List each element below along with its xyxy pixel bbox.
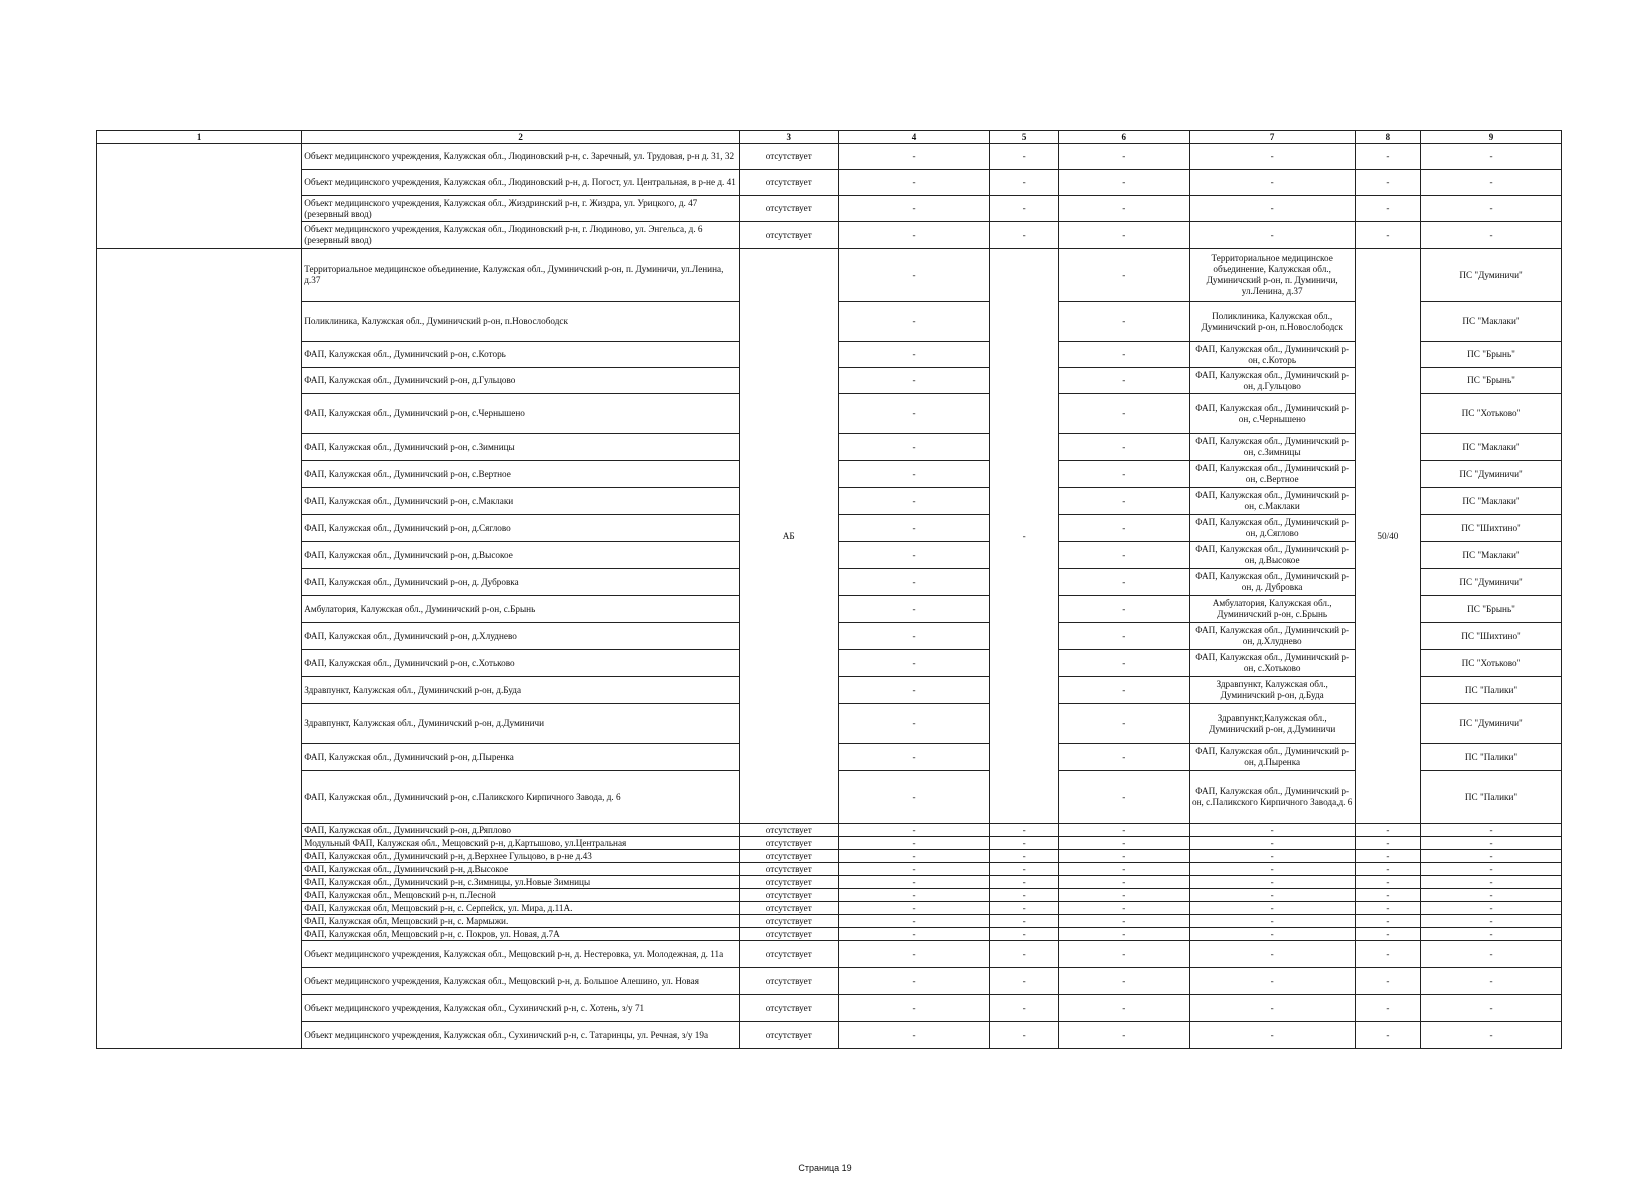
table-cell: отсутствует [739, 889, 838, 902]
table-cell: ПС "Брынь" [1421, 596, 1562, 623]
table-cell: ФАП, Калужская обл., Думиничский р-он, с.Которь [302, 342, 740, 368]
table-row [97, 863, 1562, 876]
table-cell: - [838, 677, 990, 704]
table-row [97, 968, 1562, 995]
table-cell: - [1355, 995, 1420, 1022]
table-cell: Объект медицинского учреждения, Калужская обл., Мещовский р-н, д. Большое Алешино, ул. Новая [302, 968, 740, 995]
header-cell: 9 [1421, 131, 1562, 144]
table-cell: ФАП, Калужская обл., Думиничский р-он, с.Зимницы [302, 434, 740, 461]
table-cell: ФАП, Калужская обл., Думиничский р-он, д.Пыренка [1189, 744, 1355, 771]
table-cell: - [1058, 941, 1189, 968]
table-cell: - [1189, 222, 1355, 249]
table-cell: - [1189, 968, 1355, 995]
table-cell: отсутствует [739, 968, 838, 995]
table-cell: ПС "Думиничи" [1421, 704, 1562, 744]
header-cell: 2 [302, 131, 740, 144]
table-cell: ФАП, Калужская обл., Думиничский р-он, с.Маклаки [302, 488, 740, 515]
table-cell: ФАП, Калужская обл., Думиничский р-он, д.Ряплово [302, 824, 740, 837]
table-cell: ПС "Палики" [1421, 677, 1562, 704]
table-cell: - [1058, 196, 1189, 222]
table-cell: Территориальное медицинское объединение, Калужская обл., Думиничский р-он, п. Думиничи, ул.Ленина, д.37 [1189, 249, 1355, 302]
table-cell: отсутствует [739, 837, 838, 850]
table-cell: Амбулатория, Калужская обл., Думиничский р-он, с.Брынь [1189, 596, 1355, 623]
table-cell: - [1355, 824, 1420, 837]
table-cell: ФАП, Калужская обл., Думиничский р-он, д.Высокое [1189, 542, 1355, 569]
table-cell: - [1421, 968, 1562, 995]
table-cell: - [1058, 542, 1189, 569]
table-cell: - [1058, 704, 1189, 744]
table-cell: - [1189, 915, 1355, 928]
table-cell: отсутствует [739, 1022, 838, 1049]
table-cell: - [838, 995, 990, 1022]
table-cell: ФАП, Калужская обл., Думиничский р-он, д. Дубровка [302, 569, 740, 596]
table-cell: ФАП, Калужская обл, Мещовский р-н, с. Серпейск, ул. Мира, д.11А. [302, 902, 740, 915]
table-cell: - [990, 170, 1058, 196]
table-cell: - [1421, 928, 1562, 941]
table-cell: - [1355, 196, 1420, 222]
table-cell: - [1058, 434, 1189, 461]
table-cell: - [1058, 170, 1189, 196]
table-cell: - [1355, 144, 1420, 170]
table-cell: - [838, 542, 990, 569]
table-cell: - [838, 434, 990, 461]
table-cell: ПС "Брынь" [1421, 342, 1562, 368]
table-cell: - [1058, 488, 1189, 515]
table-row [97, 928, 1562, 941]
table-cell: - [990, 824, 1058, 837]
table-cell: - [838, 744, 990, 771]
table-cell: - [1355, 170, 1420, 196]
table-cell: ФАП, Калужская обл., Думиничский р-он, с.Чернышено [1189, 394, 1355, 434]
table-cell: - [1355, 889, 1420, 902]
table-cell: - [1355, 222, 1420, 249]
table-cell: Объект медицинского учреждения, Калужская обл., Сухиничский р-н, с. Татаринцы, ул. Речная, з/у 19а [302, 1022, 740, 1049]
page-number: Страница 19 [798, 1163, 852, 1173]
table-cell: отсутствует [739, 928, 838, 941]
table-cell: - [1058, 144, 1189, 170]
table-cell: отсутствует [739, 170, 838, 196]
header-cell: 6 [1058, 131, 1189, 144]
table-cell: - [838, 771, 990, 824]
table-cell: - [1189, 1022, 1355, 1049]
table-cell: - [838, 342, 990, 368]
table-cell: Поликлиника, Калужская обл., Думиничский р-он, п.Новослободск [1189, 302, 1355, 342]
table-cell: - [1421, 889, 1562, 902]
table-cell: ФАП, Калужская обл., Думиничский р-он, д.Гульцово [302, 368, 740, 394]
table-cell: ФАП, Калужская обл., Думиничский р-н, д.Высокое [302, 863, 740, 876]
table-cell: - [1058, 249, 1189, 302]
table-cell: ПС "Шихтино" [1421, 623, 1562, 650]
table-row [97, 1022, 1562, 1049]
table-cell: - [990, 1022, 1058, 1049]
table-cell: - [1421, 876, 1562, 889]
table-cell: - [1189, 824, 1355, 837]
table-cell: - [838, 515, 990, 542]
table-cell: - [990, 837, 1058, 850]
table-cell: - [1058, 677, 1189, 704]
table-cell: - [1421, 1022, 1562, 1049]
table-cell: - [1421, 850, 1562, 863]
table-cell: - [1189, 889, 1355, 902]
table-cell: - [1421, 863, 1562, 876]
table-cell: - [838, 876, 990, 889]
table-cell: - [990, 941, 1058, 968]
table-cell: ФАП, Калужская обл., Думиничский р-он, с.Паликского Кирпичного Завода,д. 6 [1189, 771, 1355, 824]
table-cell: Поликлиника, Калужская обл., Думиничский р-он, п.Новослободск [302, 302, 740, 342]
table-cell: - [838, 170, 990, 196]
table-cell: - [838, 968, 990, 995]
table-cell: - [990, 968, 1058, 995]
table-cell: - [1189, 837, 1355, 850]
table-cell: - [838, 650, 990, 677]
table-row [97, 876, 1562, 889]
table-cell: ПС "Хотьково" [1421, 394, 1562, 434]
table-cell: - [990, 249, 1058, 824]
table-cell: - [990, 928, 1058, 941]
table-cell: 50/40 [1355, 249, 1420, 824]
table-cell: - [1355, 915, 1420, 928]
table-cell: - [1421, 824, 1562, 837]
table-cell: Объект медицинского учреждения, Калужская обл., Сухиничский р-н, с. Хотень, з/у 71 [302, 995, 740, 1022]
table-cell: - [838, 569, 990, 596]
table-cell: ФАП, Калужская обл., Думиничский р-он, с.Вертное [1189, 461, 1355, 488]
table-cell: - [1189, 850, 1355, 863]
table-cell: - [838, 461, 990, 488]
table-cell: - [1355, 902, 1420, 915]
table-cell: - [838, 863, 990, 876]
table-cell: АБ [739, 249, 838, 824]
header-cell: 1 [97, 131, 302, 144]
table-cell: - [838, 850, 990, 863]
table-row [97, 889, 1562, 902]
table-cell: - [990, 196, 1058, 222]
table-cell: - [838, 596, 990, 623]
table-cell: Здравпункт, Калужская обл., Думиничский р-он, д.Думиничи [302, 704, 740, 744]
header-row [97, 131, 1562, 144]
table-cell: - [990, 995, 1058, 1022]
table-cell: - [990, 863, 1058, 876]
table-cell: - [1058, 394, 1189, 434]
table-cell: - [1189, 196, 1355, 222]
table-cell: ФАП, Калужская обл., Думиничский р-он, с.Которь [1189, 342, 1355, 368]
table-cell: - [838, 249, 990, 302]
table-cell: ПС "Маклаки" [1421, 488, 1562, 515]
table-row [97, 941, 1562, 968]
table-cell: ПС "Думиничи" [1421, 569, 1562, 596]
table-cell: отсутствует [739, 902, 838, 915]
table-cell: ПС "Палики" [1421, 771, 1562, 824]
table-cell: ФАП, Калужская обл., Думиничский р-он, с.Хотьково [302, 650, 740, 677]
table-cell: ФАП, Калужская обл., Думиничский р-он, д.Пыренка [302, 744, 740, 771]
table-cell: - [838, 368, 990, 394]
table-cell: - [1189, 928, 1355, 941]
table-cell: отсутствует [739, 824, 838, 837]
table-cell: Здравпункт,Калужская обл., Думиничский р-он, д.Думиничи [1189, 704, 1355, 744]
table-cell: - [1058, 623, 1189, 650]
table-cell: ФАП, Калужская обл., Думиничский р-он, с.Зимницы [1189, 434, 1355, 461]
table-cell: ПС "Хотьково" [1421, 650, 1562, 677]
table-row [97, 170, 1562, 196]
table-row [97, 915, 1562, 928]
table-cell: отсутствует [739, 995, 838, 1022]
table-cell: Объект медицинского учреждения, Калужская обл., Мещовский р-н, д. Нестеровка, ул. Молодежная, д. 11а [302, 941, 740, 968]
table-cell: ФАП, Калужская обл., Думиничский р-он, д.Высокое [302, 542, 740, 569]
table-cell: Модульный ФАП, Калужская обл., Мещовский р-н, д.Картышово, ул.Центральная [302, 837, 740, 850]
table-cell: ПС "Шихтино" [1421, 515, 1562, 542]
table-cell: - [1189, 902, 1355, 915]
table-cell: ФАП, Калужская обл., Мещовский р-н, п.Лесной [302, 889, 740, 902]
table-cell: - [1058, 995, 1189, 1022]
table-cell: - [838, 704, 990, 744]
table-cell: - [1355, 863, 1420, 876]
table-row [97, 824, 1562, 837]
table-cell: - [1058, 968, 1189, 995]
table-row [97, 837, 1562, 850]
table-cell: - [1421, 196, 1562, 222]
table-cell: - [838, 196, 990, 222]
table-cell: ФАП, Калужская обл., Думиничский р-н, д.Верхнее Гульцово, в р-не д.43 [302, 850, 740, 863]
table-cell: - [1058, 302, 1189, 342]
table-cell: - [1058, 771, 1189, 824]
table-cell: ФАП, Калужская обл., Думиничский р-он, д.Хлуднево [302, 623, 740, 650]
table-cell: - [1058, 744, 1189, 771]
table-cell: ФАП, Калужская обл., Думиничский р-он, д.Гульцово [1189, 368, 1355, 394]
table-cell: ПС "Маклаки" [1421, 434, 1562, 461]
table-cell: - [1189, 876, 1355, 889]
table-cell: - [1058, 824, 1189, 837]
table-cell: ФАП, Калужская обл., Думиничский р-он, с.Паликского Кирпичного Завода, д. 6 [302, 771, 740, 824]
table-cell: - [1058, 368, 1189, 394]
table-cell: - [990, 889, 1058, 902]
table-cell: Объект медицинского учреждения, Калужская обл., Жиздринский р-н, г. Жиздра, ул. Урицкого, д. 47 (резервный ввод) [302, 196, 740, 222]
table-row [97, 144, 1562, 170]
table-cell: - [1421, 915, 1562, 928]
table-cell: - [1058, 515, 1189, 542]
table-cell: - [1058, 1022, 1189, 1049]
table-cell: отсутствует [739, 876, 838, 889]
table-cell: - [838, 928, 990, 941]
table-cell: - [838, 144, 990, 170]
table-cell: - [1058, 461, 1189, 488]
table-cell: - [1189, 863, 1355, 876]
table-cell: - [1058, 837, 1189, 850]
table-cell: - [1355, 837, 1420, 850]
table-cell: - [1058, 915, 1189, 928]
table-cell: - [838, 1022, 990, 1049]
table-cell: Объект медицинского учреждения, Калужская обл., Людиновский р-н, с. Заречный, ул. Трудовая, р-н д. 31, 32 [302, 144, 740, 170]
table-cell: ФАП, Калужская обл., Думиничский р-н, с.Зимницы, ул.Новые Зимницы [302, 876, 740, 889]
data-table [96, 130, 1562, 1049]
table-cell: - [838, 394, 990, 434]
table-cell: - [1058, 596, 1189, 623]
table-cell: - [990, 876, 1058, 889]
table-cell: - [1058, 850, 1189, 863]
table-cell: - [1189, 941, 1355, 968]
table-cell: Объект медицинского учреждения, Калужская обл., Людиновский р-н, г. Людиново, ул. Энгельса, д. 6 (резервный ввод) [302, 222, 740, 249]
table-cell: - [838, 222, 990, 249]
table-row [97, 222, 1562, 249]
table-cell: - [1058, 876, 1189, 889]
table-cell: - [838, 915, 990, 928]
table-cell: - [838, 824, 990, 837]
table-cell: отсутствует [739, 863, 838, 876]
table-cell: - [838, 941, 990, 968]
table-cell: ФАП, Калужская обл, Мещовский р-н, с. Мармыжи. [302, 915, 740, 928]
table-cell: - [990, 850, 1058, 863]
header-cell: 8 [1355, 131, 1420, 144]
table-cell: - [1421, 995, 1562, 1022]
table-cell: ПС "Думиничи" [1421, 249, 1562, 302]
table-cell: ПС "Думиничи" [1421, 461, 1562, 488]
table-cell: - [1421, 902, 1562, 915]
table-cell: отсутствует [739, 941, 838, 968]
table-cell: - [1355, 1022, 1420, 1049]
table-cell: ФАП, Калужская обл., Думиничский р-он, с.Чернышено [302, 394, 740, 434]
table-cell: - [990, 144, 1058, 170]
table-body [97, 144, 1562, 1049]
table-cell: - [838, 488, 990, 515]
table-cell: - [1189, 995, 1355, 1022]
table-cell: - [990, 902, 1058, 915]
table-cell: - [838, 902, 990, 915]
table-cell: - [990, 915, 1058, 928]
header-cell: 7 [1189, 131, 1355, 144]
table-cell: - [1058, 928, 1189, 941]
table-cell: Объект медицинского учреждения, Калужская обл., Людиновский р-н, д. Погост, ул. Центральная, в р-не д. 41 [302, 170, 740, 196]
table-cell: отсутствует [739, 196, 838, 222]
table-cell: - [1189, 170, 1355, 196]
table-cell: - [1421, 941, 1562, 968]
table-row [97, 249, 1562, 302]
table-cell: - [838, 302, 990, 342]
table-cell: - [1355, 968, 1420, 995]
table-cell: - [1355, 876, 1420, 889]
table-cell: ФАП, Калужская обл, Мещовский р-н, с. Покров, ул. Новая, д.7А [302, 928, 740, 941]
table-cell: Здравпункт, Калужская обл., Думиничский р-он, д.Буда [1189, 677, 1355, 704]
table-cell: ПС "Палики" [1421, 744, 1562, 771]
table-cell: - [838, 623, 990, 650]
table-cell: ФАП, Калужская обл., Думиничский р-он, д.Хлуднево [1189, 623, 1355, 650]
table-cell: ФАП, Калужская обл., Думиничский р-он, с.Маклаки [1189, 488, 1355, 515]
table-cell: - [1421, 222, 1562, 249]
table-cell: ФАП, Калужская обл., Думиничский р-он, с.Вертное [302, 461, 740, 488]
table-row [97, 196, 1562, 222]
table-cell: - [1058, 650, 1189, 677]
header-cell: 4 [838, 131, 990, 144]
table-row [97, 850, 1562, 863]
table-cell: отсутствует [739, 222, 838, 249]
table-cell: - [1058, 889, 1189, 902]
table-cell: - [1058, 902, 1189, 915]
table-cell: отсутствует [739, 915, 838, 928]
table-cell: отсутствует [739, 144, 838, 170]
table-cell [97, 249, 302, 1049]
table-cell: Здравпункт, Калужская обл., Думиничский р-он, д.Буда [302, 677, 740, 704]
table-cell: - [1355, 850, 1420, 863]
table-cell: - [838, 837, 990, 850]
table-cell: - [1058, 342, 1189, 368]
table-cell: ФАП, Калужская обл., Думиничский р-он, д. Дубровка [1189, 569, 1355, 596]
table-cell: - [838, 889, 990, 902]
table-cell: - [990, 222, 1058, 249]
table-cell: ФАП, Калужская обл., Думиничский р-он, д.Сяглово [302, 515, 740, 542]
table-cell: ФАП, Калужская обл., Думиничский р-он, д.Сяглово [1189, 515, 1355, 542]
table-row [97, 902, 1562, 915]
table-cell: ПС "Брынь" [1421, 368, 1562, 394]
table-cell: - [1058, 863, 1189, 876]
table-cell: - [1421, 837, 1562, 850]
table-cell: - [1058, 569, 1189, 596]
table-cell: - [1355, 928, 1420, 941]
table-cell: ФАП, Калужская обл., Думиничский р-он, с.Хотьково [1189, 650, 1355, 677]
header-cell: 5 [990, 131, 1058, 144]
table-cell: - [1421, 144, 1562, 170]
table-cell: - [1058, 222, 1189, 249]
table-cell: отсутствует [739, 850, 838, 863]
table-cell: Амбулатория, Калужская обл., Думиничский р-он, с.Брынь [302, 596, 740, 623]
table-cell: - [1189, 144, 1355, 170]
table-cell: ПС "Маклаки" [1421, 542, 1562, 569]
table-cell: ПС "Маклаки" [1421, 302, 1562, 342]
table-cell: - [1355, 941, 1420, 968]
table-cell: Территориальное медицинское объединение, Калужская обл., Думиничский р-он, п. Думиничи, ул.Ленина, д.37 [302, 249, 740, 302]
table-cell [97, 144, 302, 249]
table-cell: - [1421, 170, 1562, 196]
header-cell: 3 [739, 131, 838, 144]
table-row [97, 995, 1562, 1022]
